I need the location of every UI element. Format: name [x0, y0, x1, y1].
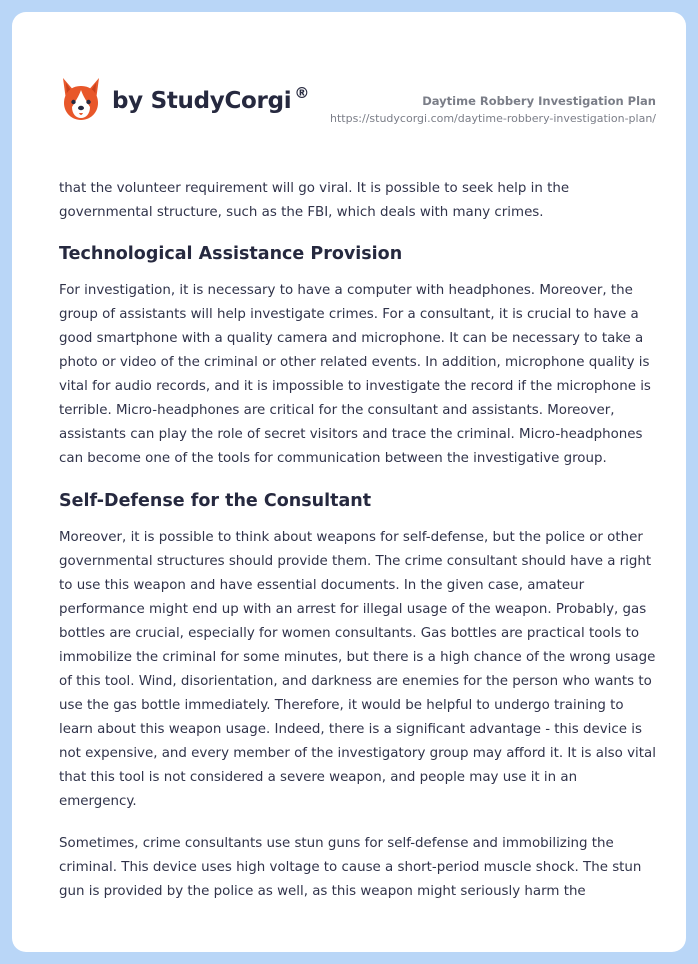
section-heading-self-defense: Self-Defense for the Consultant [59, 491, 372, 511]
studycorgi-logo[interactable] [60, 76, 310, 122]
brand-name: by StudyCorgi ® [112, 84, 310, 114]
document-title: Daytime Robbery Investigation Plan [422, 94, 656, 108]
section-paragraph-self-defense-1: Moreover, it is possible to think about weapons for self-defense, but the police or other governmental structures should provide them. The crime consultant should have a right to use this weapon and have essential documents. In the given case, amateur performance might end up with an arrest for illegal usage of the weapon. Probably, gas bottles are crucial, especially for women consultants. Gas bottles are practical tools to immobilize the criminal for some minutes, but there is a high chance of the wrong usage of this tool. Wind, disorientation, and darkness are enemies for the person who wants to use the gas bottle immediately. Therefore, it would be helpful to undergo training to learn about this weapon usage. Indeed, there is a significant advantage - this device is not expensive, and every member of the investigatory group may afford it. It is also vital that this tool is not considered a severe weapon, and people may use it in an emergency. [59, 530, 656, 809]
section-paragraph-self-defense-2: Sometimes, crime consultants use stun guns for self-defense and immobilizing the criminal. This device uses high voltage to cause a short-period muscle shock. The stun gun is provided by the police as well, as this weapon might seriously harm the [59, 836, 642, 899]
document-meta [330, 94, 656, 127]
document-page [12, 12, 686, 952]
page-header [12, 12, 686, 162]
registered-mark: ® [294, 84, 310, 102]
section-heading-technological-assistance: Technological Assistance Provision [59, 244, 403, 264]
corgi-head-icon [60, 76, 102, 122]
section-paragraph-technological-assistance: For investigation, it is necessary to have a computer with headphones. Moreover, the group of assistants will help investigate crimes. For a consultant, it is crucial to have a good smartphone with a quality camera and microphone. It can be necessary to take a photo or video of the criminal or other related events. In addition, microphone quality is vital for audio records, and it is impossible to investigate the record if the microphone is terrible. Micro-headphones are critical for the consultant and assistants. Moreover, assistants can play the role of secret visitors and trace the criminal. Micro-headphones can become one of the tools for communication between the investigative group. [59, 283, 651, 466]
document-url[interactable]: https://studycorgi.com/daytime-robbery-investigation-plan/ [329, 112, 656, 125]
document-content [59, 177, 657, 904]
intro-paragraph: that the volunteer requirement will go viral. It is possible to seek help in the governmental structure, such as the FBI, which deals with many crimes. [59, 181, 570, 220]
